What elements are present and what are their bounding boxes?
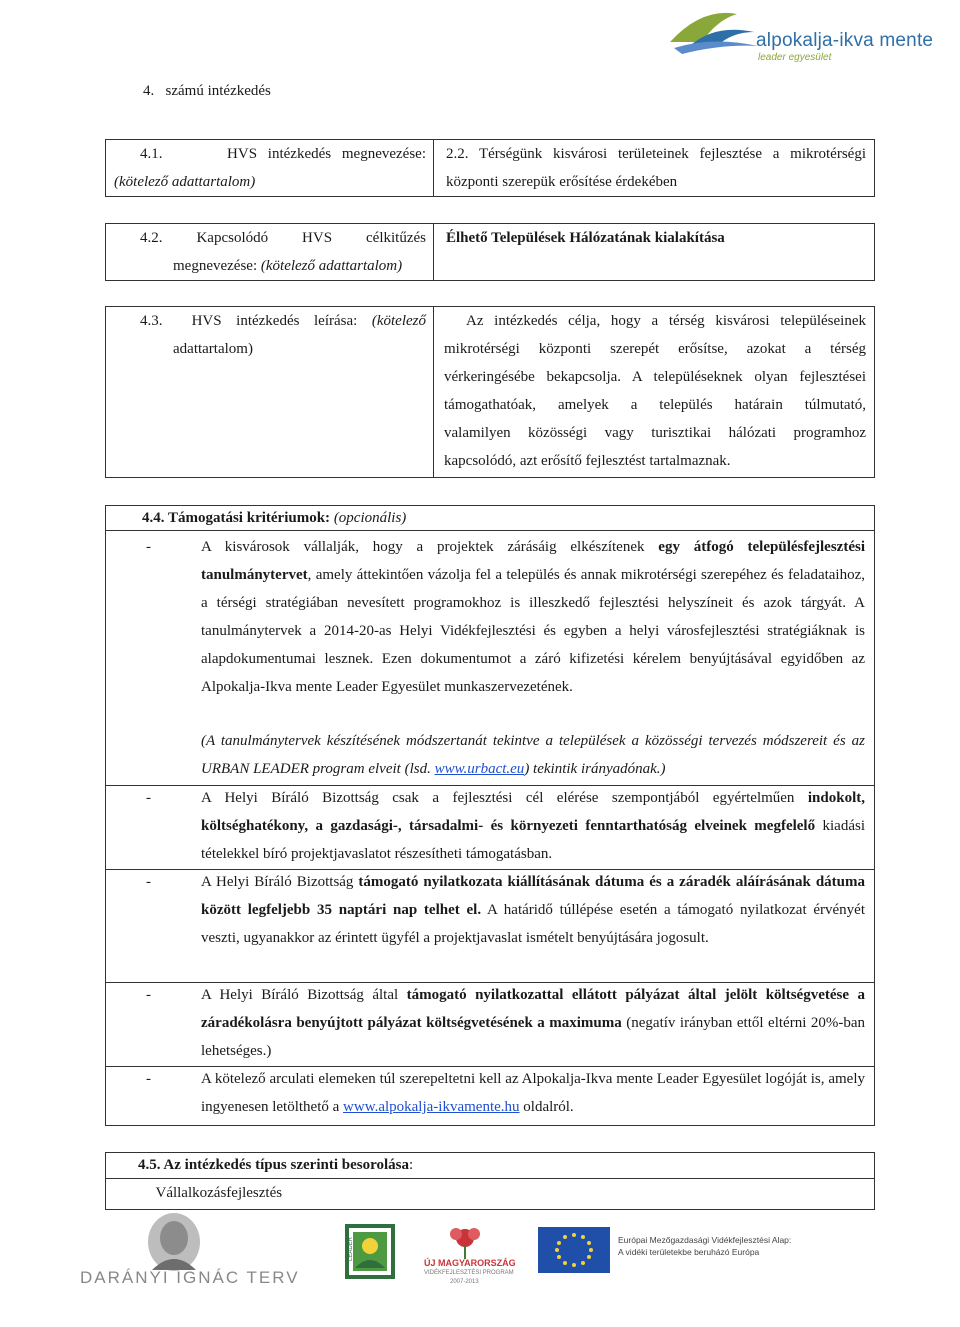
daranyi-logo bbox=[80, 1212, 300, 1297]
option-label: Vállalkozásfejlesztés bbox=[155, 1185, 283, 1201]
bullet-dash: - bbox=[146, 539, 151, 555]
alpokalja-logo bbox=[660, 2, 940, 64]
classification-title: 4.5. Az intézkedés típus szerinti besorolása: bbox=[138, 1157, 414, 1173]
row-4-3-description: Az intézkedés célja, hogy a térség kisvárosi településeinek mikrotérségi központi szerepét erősítse, azokat a térség vérkeringésébe bekapcsolja. A településeknek olyan fejlesztései támogathatóak, amelyek a település határain túlmutató, valamilyen közösségi vagy turisztikai hálózati programhoz kapcsolódó, azt erősítő fejlesztést tartalmaznak. bbox=[444, 313, 866, 469]
criterion-2: A Helyi Bíráló Bizottság csak a fejlesztési cél elérése szempontjából egyértelműen indokolt, költséghatékony, a gazdasági-, társadalmi- és környezeti fenntarthatóság elveinek megfelelő kiadási tételekkel bíró projektjavaslatot részesítheti támogatásban. bbox=[201, 790, 865, 862]
criterion-5: A kötelező arculati elemeken túl szerepeltetni kell az Alpokalja-Ikva mente Leader Egyesület logóját is, amely ingyenesen letölthető a www.alpokalja-ikvamente.hu oldalról. bbox=[201, 1071, 865, 1115]
eu-flag-icon bbox=[538, 1227, 610, 1273]
portrait-icon bbox=[144, 1212, 204, 1274]
page-heading: 4. számú intézkedés bbox=[143, 83, 271, 99]
bullet-dash: - bbox=[146, 1071, 151, 1087]
eu-line-2: A vidéki területekbe beruházó Európa bbox=[618, 1247, 760, 1257]
criterion-1: A kisvárosok vállalják, hogy a projektek zárásáig elkészítenek egy átfogó településfejlesztési tanulmánytervet, amely áttekintően vázolja fel a település és annak mikrotérségi szerepéhez és feladataihoz, a térségi stratégiában nevesített programokhoz is illeszkedő fejlesztési helyszíneit és azok tárgyát. A tanulmánytervek a 2014-20-as Helyi Vidékfejlesztési és egyben a helyi városfejlesztési stratégiáknak is alapdokumentumai lesznek. Ezen dokumentumot a záró kifizetési kérelem benyújtásával egyidőben az Alpokalja-Ikva mente Leader Egyesület munkaszervezetének. bbox=[201, 539, 865, 695]
classification-option[interactable] bbox=[138, 1179, 282, 1207]
divider bbox=[106, 530, 874, 531]
row-4-3 bbox=[105, 306, 875, 478]
row-4-1-number: 4.1. bbox=[140, 146, 163, 162]
row-4-2-label: 4.2. Kapcsolódó HVS célkitűzés bbox=[140, 230, 426, 246]
urbact-link[interactable]: www.urbact.eu bbox=[434, 761, 525, 777]
umvp-years: 2007-2013 bbox=[450, 1279, 479, 1285]
divider bbox=[433, 140, 434, 196]
criteria-title: 4.4. Támogatási kritériumok: (opcionális) bbox=[142, 510, 407, 526]
umvp-flower-icon bbox=[420, 1220, 510, 1260]
bullet-dash: - bbox=[146, 987, 151, 1003]
logo-subtitle: leader egyesület bbox=[758, 52, 832, 63]
hills-icon bbox=[662, 2, 762, 62]
footer-logos bbox=[0, 1212, 960, 1312]
row-4-2-value: Élhető Települések Hálózatának kialakítása bbox=[446, 230, 725, 246]
row-4-2 bbox=[105, 223, 875, 281]
umvp-title: ÚJ MAGYARORSZÁG bbox=[424, 1258, 516, 1268]
leader-logo bbox=[345, 1224, 395, 1279]
divider bbox=[433, 307, 434, 477]
alpokalja-link[interactable]: www.alpokalja-ikvamente.hu bbox=[343, 1099, 520, 1115]
row-4-1 bbox=[105, 139, 875, 197]
daranyi-text: DARÁNYI IGNÁC TERV bbox=[80, 1268, 300, 1287]
row-4-2-label-cont: megnevezése: (kötelező adattartalom) bbox=[173, 258, 403, 274]
umvp-logo bbox=[420, 1220, 516, 1300]
row-4-1-label bbox=[140, 140, 426, 168]
classification-section bbox=[105, 1152, 875, 1210]
eu-line-1: Európai Mezőgazdasági Vidékfejlesztési Alap: bbox=[618, 1235, 792, 1245]
criterion-4: A Helyi Bíráló Bizottság által támogató nyilatkozattal ellátott pályázat által jelölt költségvetése a záradékolásra benyújtott pályázat költségvetésének a maximuma (negatív irányban ettől eltérni 20%-ban lehetséges.) bbox=[201, 987, 866, 1059]
logo-name: alpokalja-ikva mente bbox=[756, 30, 934, 51]
divider bbox=[433, 224, 434, 280]
row-4-3-label: 4.3. HVS intézkedés leírása: (kötelező bbox=[140, 313, 426, 329]
row-4-3-note: adattartalom) bbox=[173, 341, 253, 357]
row-4-1-value: 2.2. Térségünk kisvárosi területeinek fejlesztése a mikrotérségi központi szerepük erősítése érdekében bbox=[446, 146, 866, 190]
umvp-subtitle: VIDÉKFEJLESZTÉSI PROGRAM bbox=[424, 1270, 514, 1276]
bullet-dash: - bbox=[146, 790, 151, 806]
criterion-1-note: (A tanulmánytervek készítésének módszertanát tekintve a települések a közösségi tervezés módszereit és az URBAN LEADER program elveit (lsd. www.urbact.eu) tekintik irányadónak.) bbox=[201, 733, 865, 777]
bullet-dash: - bbox=[146, 874, 151, 890]
row-4-1-title: HVS intézkedés megnevezése: bbox=[227, 146, 426, 162]
row-4-1-note: (kötelező adattartalom) bbox=[114, 174, 256, 190]
eu-logo bbox=[538, 1227, 798, 1277]
criteria-section bbox=[105, 505, 875, 1126]
leader-text: LEADER bbox=[348, 1236, 355, 1262]
criterion-3: A Helyi Bíráló Bizottság támogató nyilatkozata kiállításának dátuma és a záradék aláírásának dátuma között legfeljebb 35 naptári nap telhet el. A határidő túllépése esetén a támogató nyilatkozat érvényét veszti, ugyanakkor az érintett ügyfél a projektjavaslat ismételt benyújtására jogosult. bbox=[201, 874, 865, 946]
